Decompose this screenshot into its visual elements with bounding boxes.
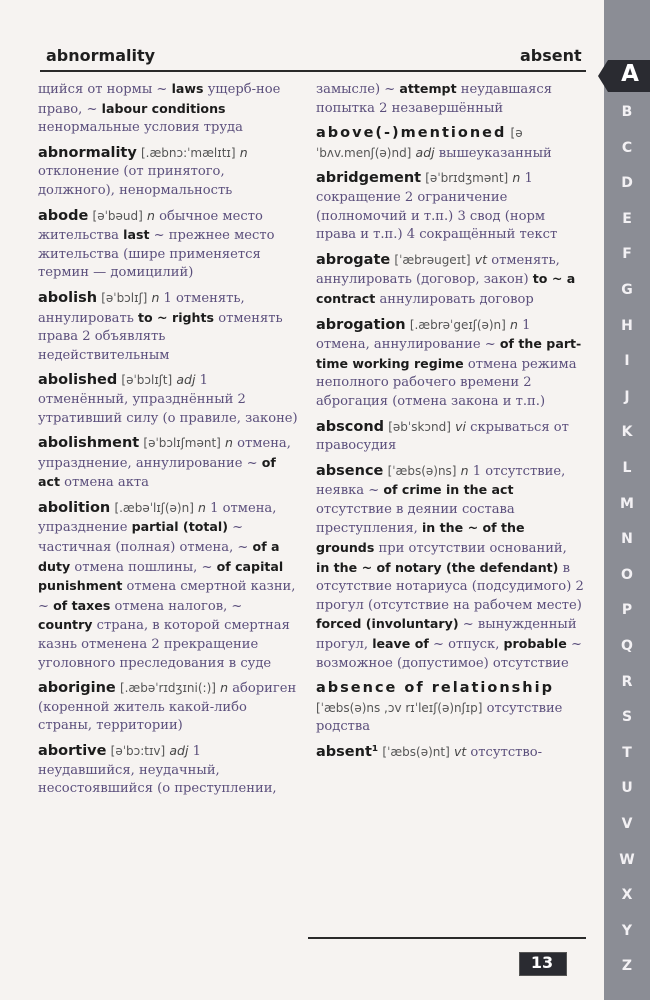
index-letter-f[interactable]: F [622,246,632,263]
footer-rule [308,937,586,939]
index-letter-l[interactable]: L [622,460,632,476]
definition-text: 1 отменять, аннулировать [38,290,245,326]
definition-text: ~ возможное (допустимое) отсутствие [316,637,582,671]
transcription: [əˈbʌv.menʃ(ə)nd] [316,126,523,160]
left-column [38,80,300,805]
headword: absent¹ [316,744,379,760]
header-rule [40,70,586,72]
definition-text: отменять, аннулировать (договор, закон) [316,252,560,288]
dictionary-entry [38,289,300,365]
active-letter: A [621,61,639,87]
headword: abolished [38,372,118,389]
index-letter-x[interactable]: X [621,887,633,904]
definition-text: отмена пошлины, ~ [70,559,217,575]
transcription: [ˈæbs(ə)ns ,ɔv rɪˈleɪʃ(ə)nʃɪp] [316,700,483,715]
index-letter-y[interactable]: Y [621,922,633,939]
part-of-speech: n [151,289,160,305]
definition-text: обычное место жительства [38,208,263,244]
headword: abnormality [38,144,137,161]
index-letter-e[interactable]: E [622,210,632,227]
part-of-speech: n [198,499,206,515]
part-of-speech: n [146,207,155,223]
headword: abolishment [38,435,140,452]
phrase: country [38,617,93,633]
part-of-speech: n [510,316,518,332]
index-letter-q[interactable]: Q [621,638,633,654]
index-letter-z[interactable]: Z [621,958,633,975]
phrase: in the ~ of notary (the defendant) [316,559,559,575]
definition-text: отклонение (от принятого, должного), ненормальность [38,164,233,198]
definition-text: замысле) ~ [316,82,400,97]
definition-text: при отсутствии оснований, [374,541,567,557]
transcription: [əˈbɔ:tɪv] [110,744,166,758]
definition-text: отменять права 2 объявлять недействительным [38,310,283,363]
dictionary-entry [316,743,584,763]
definition-text: абориген (коренной житель какой-либо страны, территории) [38,681,297,734]
dictionary-entry [316,124,584,163]
index-letter-o[interactable]: O [621,566,633,583]
definition-text: отсутствие в деянии состава преступления, [316,501,515,537]
part-of-speech: vt [453,744,467,759]
definition-text: ~ прежнее место жительства (шире применяется термин — домицилий) [38,228,275,281]
definition-text: неудавшаяся попытка 2 незавершённый [316,82,553,116]
definition-text: 1 неудавшийся, неудачный, несостоявшийся (о преступлении, [38,744,277,797]
dictionary-entry [38,371,300,428]
running-head-right: absent [520,46,582,65]
dictionary-entry [316,80,584,118]
part-of-speech: vt [474,251,488,267]
headword: abrogate [316,251,391,268]
phrase: in the ~ of the grounds [316,520,525,556]
dictionary-entry [316,316,584,412]
headword: absence of relationship [316,680,554,697]
right-column [316,80,584,769]
definition-text: отмена акта [59,475,149,491]
index-letter-r[interactable]: R [621,673,633,690]
definition-text: вышеуказанный [434,145,552,161]
part-of-speech: n [220,680,229,696]
headword: above(-)mentioned [316,125,507,142]
phrase: laws [171,81,204,96]
phrase: probable [503,636,567,652]
transcription: [.æbnɔ:ˈmælɪtɪ] [141,145,236,160]
definition-text: щийся от нормы ~ [38,82,172,97]
definition-text: 1 отмена, упразднение [38,500,277,536]
dictionary-entry [38,434,300,493]
index-letter-n[interactable]: N [621,531,633,548]
index-letter-c[interactable]: C [621,139,633,156]
index-letter-k[interactable]: K [621,424,633,441]
definition-text: ущерб-ное право, ~ [38,82,281,117]
definition-text: отмена режима неполного рабочего времени 2 аброгация (отмена закона и т.п.) [316,356,577,409]
headword: abscond [316,418,385,435]
index-letter-b[interactable]: B [621,104,633,120]
phrase: to ~ rights [138,309,215,325]
headword: absence [316,462,384,479]
definition-text: 1 отменённый, упразднённый 2 утративший силу (о правиле, законе) [38,373,298,426]
transcription: [əbˈskɔnd] [388,419,451,434]
definition-text: ~ вынужденный прогул, [316,617,577,653]
transcription: [əˈbəud] [92,208,143,223]
dictionary-entry [316,418,584,456]
index-letter-p[interactable]: P [621,602,633,619]
definition-text: 1 сокращение 2 ограничение (полномочий и т.п.) 3 свод (норм права и т.п.) 4 сокращённый текст [316,171,558,243]
definition-text: отсутство- [466,745,543,760]
transcription: [əˈbɔlɪʃmənt] [143,436,221,451]
dictionary-entry [38,80,300,138]
headword: abrogation [316,316,406,333]
definition-text: отмена, упразднение, аннулирование ~ [38,436,291,471]
part-of-speech: n [460,462,469,478]
dictionary-entry [38,207,300,283]
dictionary-entry [316,169,584,244]
transcription: [əˈbɔlɪʃ] [101,290,148,305]
definition-text: ~ частичная (полная) отмена, ~ [38,520,253,556]
headword: abolish [38,289,98,306]
phrase: of taxes [53,597,111,613]
definition-text: ~ отпуск, [428,637,504,653]
definition-text: отсутствие родства [316,700,563,735]
transcription: [ˈæbs(ə)ns] [387,463,457,478]
transcription: [ˈæbs(ə)nt] [382,745,450,759]
index-letter-g[interactable]: G [621,282,633,298]
running-head-left: abnormality [46,46,156,65]
index-letter-m[interactable]: M [620,495,634,512]
headword: abode [38,207,89,224]
dictionary-entry [316,462,584,674]
part-of-speech: vi [455,418,466,434]
phrase: of capital punishment [38,558,284,594]
phrase: attempt [399,81,457,96]
dictionary-entry [38,742,300,799]
index-letter-d[interactable]: D [621,175,633,192]
phrase: labour conditions [101,100,226,116]
index-letter-i[interactable]: I [624,353,630,370]
headword: abolition [38,499,111,516]
phrase: of a duty [38,539,280,574]
transcription: [.æbəˈrɪdʒɪni(:)] [119,681,216,696]
phrase: forced (involuntary) [316,616,459,632]
index-letter-t[interactable]: T [622,744,632,761]
definition-text: аннулировать договор [375,291,534,307]
definition-text: 1 отсутствие, неявка ~ [316,463,566,499]
part-of-speech: adj [176,372,196,388]
index-letter-u[interactable]: U [621,780,633,797]
index-letter-s[interactable]: S [621,709,633,726]
definition-text: скрываться от правосудия [316,419,569,454]
phrase: of act [38,454,276,490]
definition-text: 1 отмена, аннулирование ~ [316,317,531,353]
dictionary-entry [38,144,300,201]
phrase: last [123,227,150,243]
definition-text: отмена налогов, ~ [110,598,243,614]
phrase: of the part-time working regime [316,336,582,371]
part-of-speech: n [225,435,233,451]
transcription: [əˈbɔlɪʃt] [121,373,173,388]
definition-text: в отсутствие нотариуса (подсудимого) 2 прогул (отсутствие на рабочем месте) [316,560,584,613]
dictionary-entry [316,679,584,737]
dictionary-entry [38,499,300,673]
index-letter-v[interactable]: V [621,816,633,832]
phrase: partial (total) [131,519,228,535]
definition-text: отмена смертной казни, ~ [38,579,296,614]
phrase: of crime in the act [383,482,514,498]
headword: abridgement [316,170,422,187]
transcription: [əˈbrɪdʒmənt] [425,171,509,186]
index-letter-j[interactable]: J [624,388,630,405]
part-of-speech: n [239,144,248,160]
part-of-speech: n [512,170,521,186]
transcription: [.æbrəˈgeɪʃ(ə)n] [409,317,506,332]
headword: abortive [38,743,107,759]
phrase: to ~ a contract [316,271,576,306]
definition-text: страна, в которой смертная казнь отменена 2 прекращение уголовного преследования в суде [38,618,290,671]
index-letter-w[interactable]: W [619,851,635,868]
headword: aborigine [38,680,116,697]
phrase: leave of [372,636,429,652]
dictionary-entry [316,251,584,310]
page-number: 13 [530,953,554,972]
transcription: [ˈæbrəugeɪt] [394,252,471,267]
definition-text: ненормальные условия труда [38,120,243,136]
index-letter-h[interactable]: H [621,317,633,334]
transcription: [.æbəˈlɪʃ(ə)n] [114,500,194,515]
part-of-speech: adj [415,144,435,160]
dictionary-entry [38,679,300,736]
part-of-speech: adj [169,743,189,758]
